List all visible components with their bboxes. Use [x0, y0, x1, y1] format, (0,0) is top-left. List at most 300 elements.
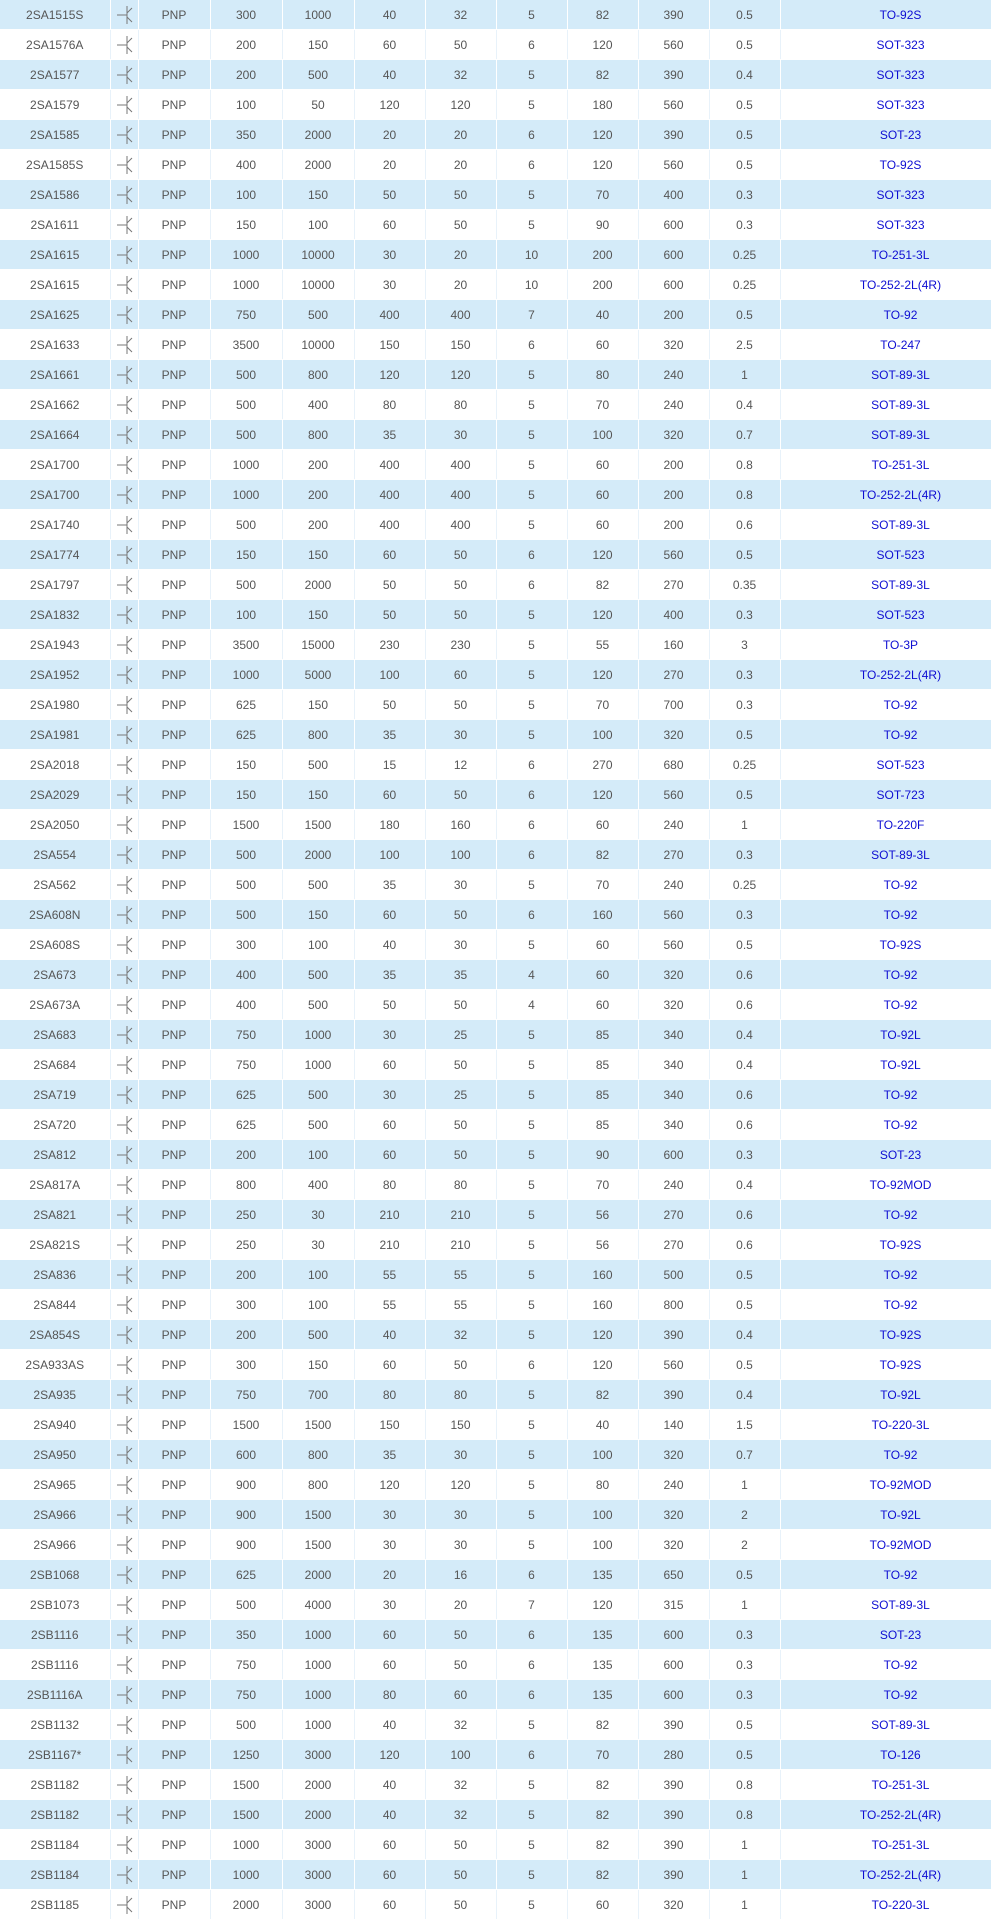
package-link[interactable]: TO-252-2L(4R) — [859, 1807, 942, 1822]
package-link[interactable]: SOT-323 — [876, 97, 925, 112]
vcbo-cell: 40 — [354, 1770, 425, 1800]
package-link[interactable]: TO-126 — [880, 1747, 921, 1762]
power-cell: 1500 — [210, 1770, 282, 1800]
package-link[interactable]: TO-92 — [883, 1567, 918, 1582]
package-link[interactable]: TO-92 — [883, 727, 918, 742]
polarity-cell: PNP — [138, 1200, 210, 1230]
hfe-max-cell: 160 — [638, 630, 709, 660]
symbol-cell — [110, 420, 138, 450]
table-row — [0, 450, 991, 480]
power-cell: 1500 — [210, 1800, 282, 1830]
package-link[interactable]: TO-92 — [883, 877, 918, 892]
package-link[interactable]: SOT-523 — [876, 607, 925, 622]
vcbo-cell: 20 — [354, 120, 425, 150]
package-cell — [780, 1440, 991, 1470]
power-cell: 3500 — [210, 630, 282, 660]
polarity-cell: PNP — [138, 180, 210, 210]
part-number-cell: 2SA1980 — [0, 690, 110, 720]
table-row — [0, 1710, 991, 1740]
package-link[interactable]: TO-92L — [880, 1027, 921, 1042]
vcbo-cell: 30 — [354, 1080, 425, 1110]
package-link[interactable]: SOT-89-3L — [871, 577, 930, 592]
hfe-min-cell: 85 — [567, 1050, 638, 1080]
package-link[interactable]: TO-92 — [883, 1117, 918, 1132]
package-link[interactable]: TO-92L — [880, 1507, 921, 1522]
package-link[interactable]: TO-92S — [879, 7, 922, 22]
package-link[interactable]: TO-92MOD — [869, 1477, 932, 1492]
hfe-max-cell: 600 — [638, 1140, 709, 1170]
package-link[interactable]: TO-92 — [883, 697, 918, 712]
ic-max-cell: 100 — [282, 1260, 354, 1290]
vebo-cell: 5 — [496, 1890, 567, 1920]
hfe-min-cell: 120 — [567, 660, 638, 690]
table-row — [0, 1050, 991, 1080]
package-link[interactable]: TO-251-3L — [871, 1777, 930, 1792]
part-number-cell: 2SA673A — [0, 990, 110, 1020]
polarity-cell: PNP — [138, 1500, 210, 1530]
package-link[interactable]: TO-92 — [883, 1447, 918, 1462]
transistor-pnp-symbol-icon — [111, 94, 138, 116]
polarity-cell: PNP — [138, 570, 210, 600]
vcbo-cell: 80 — [354, 1170, 425, 1200]
vebo-cell: 5 — [496, 1080, 567, 1110]
vcbo-cell: 30 — [354, 1590, 425, 1620]
symbol-cell — [110, 1530, 138, 1560]
package-link[interactable]: SOT-89-3L — [871, 517, 930, 532]
transistor-pnp-symbol-icon — [111, 484, 138, 506]
package-link[interactable]: TO-92MOD — [869, 1537, 932, 1552]
polarity-cell: PNP — [138, 120, 210, 150]
hfe-min-cell: 270 — [567, 750, 638, 780]
table-row — [0, 1350, 991, 1380]
power-cell: 500 — [210, 390, 282, 420]
symbol-cell — [110, 1380, 138, 1410]
package-link[interactable]: SOT-89-3L — [871, 1597, 930, 1612]
polarity-cell: PNP — [138, 1260, 210, 1290]
vebo-cell: 7 — [496, 1590, 567, 1620]
symbol-cell — [110, 30, 138, 60]
part-number-cell: 2SA1585 — [0, 120, 110, 150]
package-link[interactable]: TO-251-3L — [871, 1837, 930, 1852]
package-link[interactable]: TO-92S — [879, 157, 922, 172]
ic-max-cell: 2000 — [282, 1770, 354, 1800]
ic-max-cell: 2000 — [282, 1800, 354, 1830]
package-link[interactable]: TO-92 — [883, 1087, 918, 1102]
power-cell: 250 — [210, 1230, 282, 1260]
hfe-max-cell: 270 — [638, 570, 709, 600]
vce-sat-cell: 0.4 — [709, 60, 780, 90]
vce-sat-cell: 0.25 — [709, 750, 780, 780]
table-row — [0, 810, 991, 840]
package-link[interactable]: TO-92L — [880, 1387, 921, 1402]
package-cell — [780, 90, 991, 120]
package-link[interactable]: TO-92MOD — [869, 1177, 932, 1192]
transistor-pnp-symbol-icon — [111, 1414, 138, 1436]
table-row — [0, 930, 991, 960]
polarity-cell: PNP — [138, 480, 210, 510]
part-number-cell: 2SA1797 — [0, 570, 110, 600]
table-row — [0, 990, 991, 1020]
hfe-min-cell: 40 — [567, 1410, 638, 1440]
package-link[interactable]: SOT-323 — [876, 187, 925, 202]
table-row — [0, 1020, 991, 1050]
vce-sat-cell: 0.8 — [709, 1800, 780, 1830]
part-number-cell: 2SB1184 — [0, 1860, 110, 1890]
transistor-pnp-symbol-icon — [111, 1654, 138, 1676]
vce-sat-cell: 0.5 — [709, 1260, 780, 1290]
power-cell: 1000 — [210, 660, 282, 690]
package-link[interactable]: TO-92 — [883, 967, 918, 982]
table-row — [0, 540, 991, 570]
package-link[interactable]: TO-92 — [883, 1207, 918, 1222]
symbol-cell — [110, 270, 138, 300]
vce-sat-cell: 0.3 — [709, 660, 780, 690]
vce-sat-cell: 1 — [709, 1890, 780, 1920]
package-link[interactable]: TO-92S — [879, 937, 922, 952]
hfe-max-cell: 390 — [638, 120, 709, 150]
vce-sat-cell: 0.25 — [709, 240, 780, 270]
package-link[interactable]: TO-3P — [882, 637, 919, 652]
part-number-cell: 2SA940 — [0, 1410, 110, 1440]
package-cell — [780, 630, 991, 660]
vce-sat-cell: 0.25 — [709, 270, 780, 300]
vcbo-cell: 80 — [354, 390, 425, 420]
vcbo-cell: 180 — [354, 810, 425, 840]
vebo-cell: 5 — [496, 480, 567, 510]
package-link[interactable]: TO-252-2L(4R) — [859, 277, 942, 292]
power-cell: 1000 — [210, 270, 282, 300]
hfe-max-cell: 600 — [638, 210, 709, 240]
package-link[interactable]: TO-247 — [880, 337, 921, 352]
table-row — [0, 1800, 991, 1830]
transistor-pnp-symbol-icon — [111, 1804, 138, 1826]
package-link[interactable]: TO-92L — [880, 1057, 921, 1072]
vcbo-cell: 50 — [354, 180, 425, 210]
vebo-cell: 5 — [496, 1800, 567, 1830]
part-number-cell: 2SA2029 — [0, 780, 110, 810]
vceo-cell: 30 — [425, 420, 496, 450]
polarity-cell: PNP — [138, 360, 210, 390]
transistor-pnp-symbol-icon — [111, 574, 138, 596]
vebo-cell: 5 — [496, 1020, 567, 1050]
vebo-cell: 5 — [496, 1050, 567, 1080]
hfe-min-cell: 70 — [567, 870, 638, 900]
ic-max-cell: 500 — [282, 750, 354, 780]
transistor-pnp-symbol-icon — [111, 1714, 138, 1736]
hfe-max-cell: 650 — [638, 1560, 709, 1590]
vceo-cell: 32 — [425, 1320, 496, 1350]
hfe-min-cell: 70 — [567, 1740, 638, 1770]
vcbo-cell: 120 — [354, 90, 425, 120]
ic-max-cell: 3000 — [282, 1890, 354, 1920]
package-cell — [780, 540, 991, 570]
part-number-cell: 2SA1577 — [0, 60, 110, 90]
package-link[interactable]: TO-252-2L(4R) — [859, 487, 942, 502]
package-link[interactable]: SOT-23 — [879, 1147, 922, 1162]
vce-sat-cell: 0.5 — [709, 1740, 780, 1770]
hfe-min-cell: 70 — [567, 1170, 638, 1200]
polarity-cell: PNP — [138, 840, 210, 870]
vceo-cell: 50 — [425, 1650, 496, 1680]
table-row — [0, 1500, 991, 1530]
package-link[interactable]: TO-92 — [883, 1687, 918, 1702]
hfe-min-cell: 200 — [567, 240, 638, 270]
power-cell: 500 — [210, 1710, 282, 1740]
vceo-cell: 30 — [425, 720, 496, 750]
vce-sat-cell: 1 — [709, 1590, 780, 1620]
package-link[interactable]: SOT-89-3L — [871, 367, 930, 382]
table-row — [0, 30, 991, 60]
vcbo-cell: 30 — [354, 270, 425, 300]
symbol-cell — [110, 1500, 138, 1530]
transistor-pnp-symbol-icon — [111, 1084, 138, 1106]
ic-max-cell: 400 — [282, 390, 354, 420]
vce-sat-cell: 0.6 — [709, 990, 780, 1020]
vce-sat-cell: 0.7 — [709, 420, 780, 450]
package-link[interactable]: TO-92 — [883, 1657, 918, 1672]
hfe-max-cell: 560 — [638, 540, 709, 570]
polarity-cell: PNP — [138, 90, 210, 120]
vceo-cell: 50 — [425, 540, 496, 570]
hfe-min-cell: 120 — [567, 30, 638, 60]
symbol-cell — [110, 1050, 138, 1080]
polarity-cell: PNP — [138, 1590, 210, 1620]
vceo-cell: 20 — [425, 270, 496, 300]
vceo-cell: 16 — [425, 1560, 496, 1590]
package-link[interactable]: TO-92 — [883, 997, 918, 1012]
ic-max-cell: 500 — [282, 870, 354, 900]
hfe-min-cell: 60 — [567, 330, 638, 360]
table-row — [0, 420, 991, 450]
part-number-cell: 2SA720 — [0, 1110, 110, 1140]
polarity-cell: PNP — [138, 240, 210, 270]
vebo-cell: 5 — [496, 510, 567, 540]
vcbo-cell: 60 — [354, 1110, 425, 1140]
vebo-cell: 5 — [496, 1380, 567, 1410]
part-number-cell: 2SA1515S — [0, 0, 110, 30]
power-cell: 625 — [210, 690, 282, 720]
polarity-cell: PNP — [138, 540, 210, 570]
vebo-cell: 5 — [496, 60, 567, 90]
power-cell: 900 — [210, 1500, 282, 1530]
package-cell — [780, 1770, 991, 1800]
power-cell: 100 — [210, 90, 282, 120]
vebo-cell: 6 — [496, 1740, 567, 1770]
package-link[interactable]: SOT-323 — [876, 217, 925, 232]
vebo-cell: 5 — [496, 1860, 567, 1890]
package-link[interactable]: SOT-523 — [876, 547, 925, 562]
symbol-cell — [110, 690, 138, 720]
hfe-max-cell: 800 — [638, 1290, 709, 1320]
vebo-cell: 5 — [496, 1710, 567, 1740]
transistor-pnp-symbol-icon — [111, 1054, 138, 1076]
ic-max-cell: 150 — [282, 780, 354, 810]
polarity-cell: PNP — [138, 1170, 210, 1200]
vcbo-cell: 60 — [354, 30, 425, 60]
hfe-min-cell: 40 — [567, 300, 638, 330]
package-link[interactable]: SOT-323 — [876, 37, 925, 52]
hfe-max-cell: 240 — [638, 390, 709, 420]
ic-max-cell: 150 — [282, 690, 354, 720]
table-row — [0, 330, 991, 360]
part-number-cell: 2SA854S — [0, 1320, 110, 1350]
vcbo-cell: 30 — [354, 1530, 425, 1560]
ic-max-cell: 15000 — [282, 630, 354, 660]
transistor-pnp-symbol-icon — [111, 724, 138, 746]
package-link[interactable]: SOT-23 — [879, 127, 922, 142]
vce-sat-cell: 1 — [709, 810, 780, 840]
polarity-cell: PNP — [138, 1230, 210, 1260]
vce-sat-cell: 0.5 — [709, 30, 780, 60]
vebo-cell: 5 — [496, 660, 567, 690]
package-link[interactable]: TO-92S — [879, 1327, 922, 1342]
vce-sat-cell: 1 — [709, 1830, 780, 1860]
polarity-cell: PNP — [138, 1770, 210, 1800]
symbol-cell — [110, 1350, 138, 1380]
package-link[interactable]: SOT-23 — [879, 1627, 922, 1642]
package-link[interactable]: TO-92 — [883, 1297, 918, 1312]
vceo-cell: 80 — [425, 1380, 496, 1410]
symbol-cell — [110, 1260, 138, 1290]
hfe-max-cell: 240 — [638, 1170, 709, 1200]
hfe-min-cell: 82 — [567, 1380, 638, 1410]
vce-sat-cell: 3 — [709, 630, 780, 660]
package-link[interactable]: SOT-323 — [876, 67, 925, 82]
package-link[interactable]: TO-92 — [883, 307, 918, 322]
hfe-max-cell: 200 — [638, 450, 709, 480]
symbol-cell — [110, 150, 138, 180]
ic-max-cell: 150 — [282, 900, 354, 930]
ic-max-cell: 2000 — [282, 120, 354, 150]
polarity-cell: PNP — [138, 1560, 210, 1590]
symbol-cell — [110, 960, 138, 990]
ic-max-cell: 2000 — [282, 570, 354, 600]
vce-sat-cell: 0.4 — [709, 1380, 780, 1410]
package-link[interactable]: SOT-89-3L — [871, 1717, 930, 1732]
power-cell: 300 — [210, 930, 282, 960]
package-link[interactable]: TO-220F — [876, 817, 925, 832]
vceo-cell: 50 — [425, 30, 496, 60]
package-link[interactable]: SOT-89-3L — [871, 427, 930, 442]
vcbo-cell: 40 — [354, 1320, 425, 1350]
package-link[interactable]: TO-92S — [879, 1357, 922, 1372]
vce-sat-cell: 0.5 — [709, 1350, 780, 1380]
hfe-max-cell: 240 — [638, 810, 709, 840]
symbol-cell — [110, 720, 138, 750]
ic-max-cell: 10000 — [282, 240, 354, 270]
vce-sat-cell: 0.4 — [709, 390, 780, 420]
package-link[interactable]: TO-92 — [883, 907, 918, 922]
transistor-pnp-symbol-icon — [111, 1474, 138, 1496]
package-link[interactable]: SOT-723 — [876, 787, 925, 802]
package-cell — [780, 1350, 991, 1380]
vebo-cell: 6 — [496, 1680, 567, 1710]
vcbo-cell: 20 — [354, 1560, 425, 1590]
vce-sat-cell: 0.25 — [709, 870, 780, 900]
ic-max-cell: 1000 — [282, 1710, 354, 1740]
symbol-cell — [110, 900, 138, 930]
polarity-cell: PNP — [138, 1140, 210, 1170]
transistor-pnp-symbol-icon — [111, 214, 138, 236]
vebo-cell: 5 — [496, 0, 567, 30]
package-link[interactable]: TO-251-3L — [871, 247, 930, 262]
power-cell: 1250 — [210, 1740, 282, 1770]
transistor-pnp-symbol-icon — [111, 4, 138, 26]
hfe-min-cell: 120 — [567, 600, 638, 630]
package-cell — [780, 30, 991, 60]
hfe-max-cell: 200 — [638, 300, 709, 330]
package-link[interactable]: TO-251-3L — [871, 457, 930, 472]
package-link[interactable]: TO-92S — [879, 1237, 922, 1252]
transistor-pnp-symbol-icon — [111, 1744, 138, 1766]
table-row — [0, 1590, 991, 1620]
vebo-cell: 4 — [496, 990, 567, 1020]
symbol-cell — [110, 1680, 138, 1710]
symbol-cell — [110, 1710, 138, 1740]
vceo-cell: 150 — [425, 330, 496, 360]
symbol-cell — [110, 1890, 138, 1920]
table-row — [0, 840, 991, 870]
package-cell — [780, 180, 991, 210]
polarity-cell: PNP — [138, 1410, 210, 1440]
vebo-cell: 5 — [496, 1830, 567, 1860]
package-cell — [780, 690, 991, 720]
polarity-cell: PNP — [138, 660, 210, 690]
transistor-pnp-symbol-icon — [111, 274, 138, 296]
hfe-min-cell: 60 — [567, 480, 638, 510]
transistor-pnp-symbol-icon — [111, 1234, 138, 1256]
vcbo-cell: 60 — [354, 1860, 425, 1890]
part-number-cell: 2SB1068 — [0, 1560, 110, 1590]
part-number-cell: 2SA1943 — [0, 630, 110, 660]
power-cell: 200 — [210, 1320, 282, 1350]
part-number-cell: 2SA554 — [0, 840, 110, 870]
package-link[interactable]: SOT-89-3L — [871, 397, 930, 412]
package-link[interactable]: TO-220-3L — [871, 1417, 930, 1432]
vce-sat-cell: 2.5 — [709, 330, 780, 360]
package-cell — [780, 600, 991, 630]
hfe-min-cell: 135 — [567, 1680, 638, 1710]
package-link[interactable]: TO-220-3L — [871, 1897, 930, 1912]
package-link[interactable]: TO-252-2L(4R) — [859, 667, 942, 682]
power-cell: 900 — [210, 1470, 282, 1500]
ic-max-cell: 3000 — [282, 1830, 354, 1860]
vebo-cell: 5 — [496, 1470, 567, 1500]
vce-sat-cell: 0.3 — [709, 180, 780, 210]
polarity-cell: PNP — [138, 1860, 210, 1890]
vcbo-cell: 60 — [354, 1140, 425, 1170]
package-link[interactable]: SOT-89-3L — [871, 847, 930, 862]
ic-max-cell: 500 — [282, 60, 354, 90]
table-row — [0, 1650, 991, 1680]
vceo-cell: 80 — [425, 1170, 496, 1200]
package-cell — [780, 1680, 991, 1710]
table-row — [0, 1380, 991, 1410]
power-cell: 1000 — [210, 240, 282, 270]
vebo-cell: 5 — [496, 870, 567, 900]
ic-max-cell: 400 — [282, 1170, 354, 1200]
vebo-cell: 5 — [496, 1530, 567, 1560]
power-cell: 150 — [210, 780, 282, 810]
vebo-cell: 5 — [496, 1410, 567, 1440]
package-link[interactable]: TO-92 — [883, 1267, 918, 1282]
symbol-cell — [110, 1410, 138, 1440]
power-cell: 625 — [210, 720, 282, 750]
package-link[interactable]: SOT-523 — [876, 757, 925, 772]
table-row — [0, 1140, 991, 1170]
package-link[interactable]: TO-252-2L(4R) — [859, 1867, 942, 1882]
package-cell — [780, 900, 991, 930]
